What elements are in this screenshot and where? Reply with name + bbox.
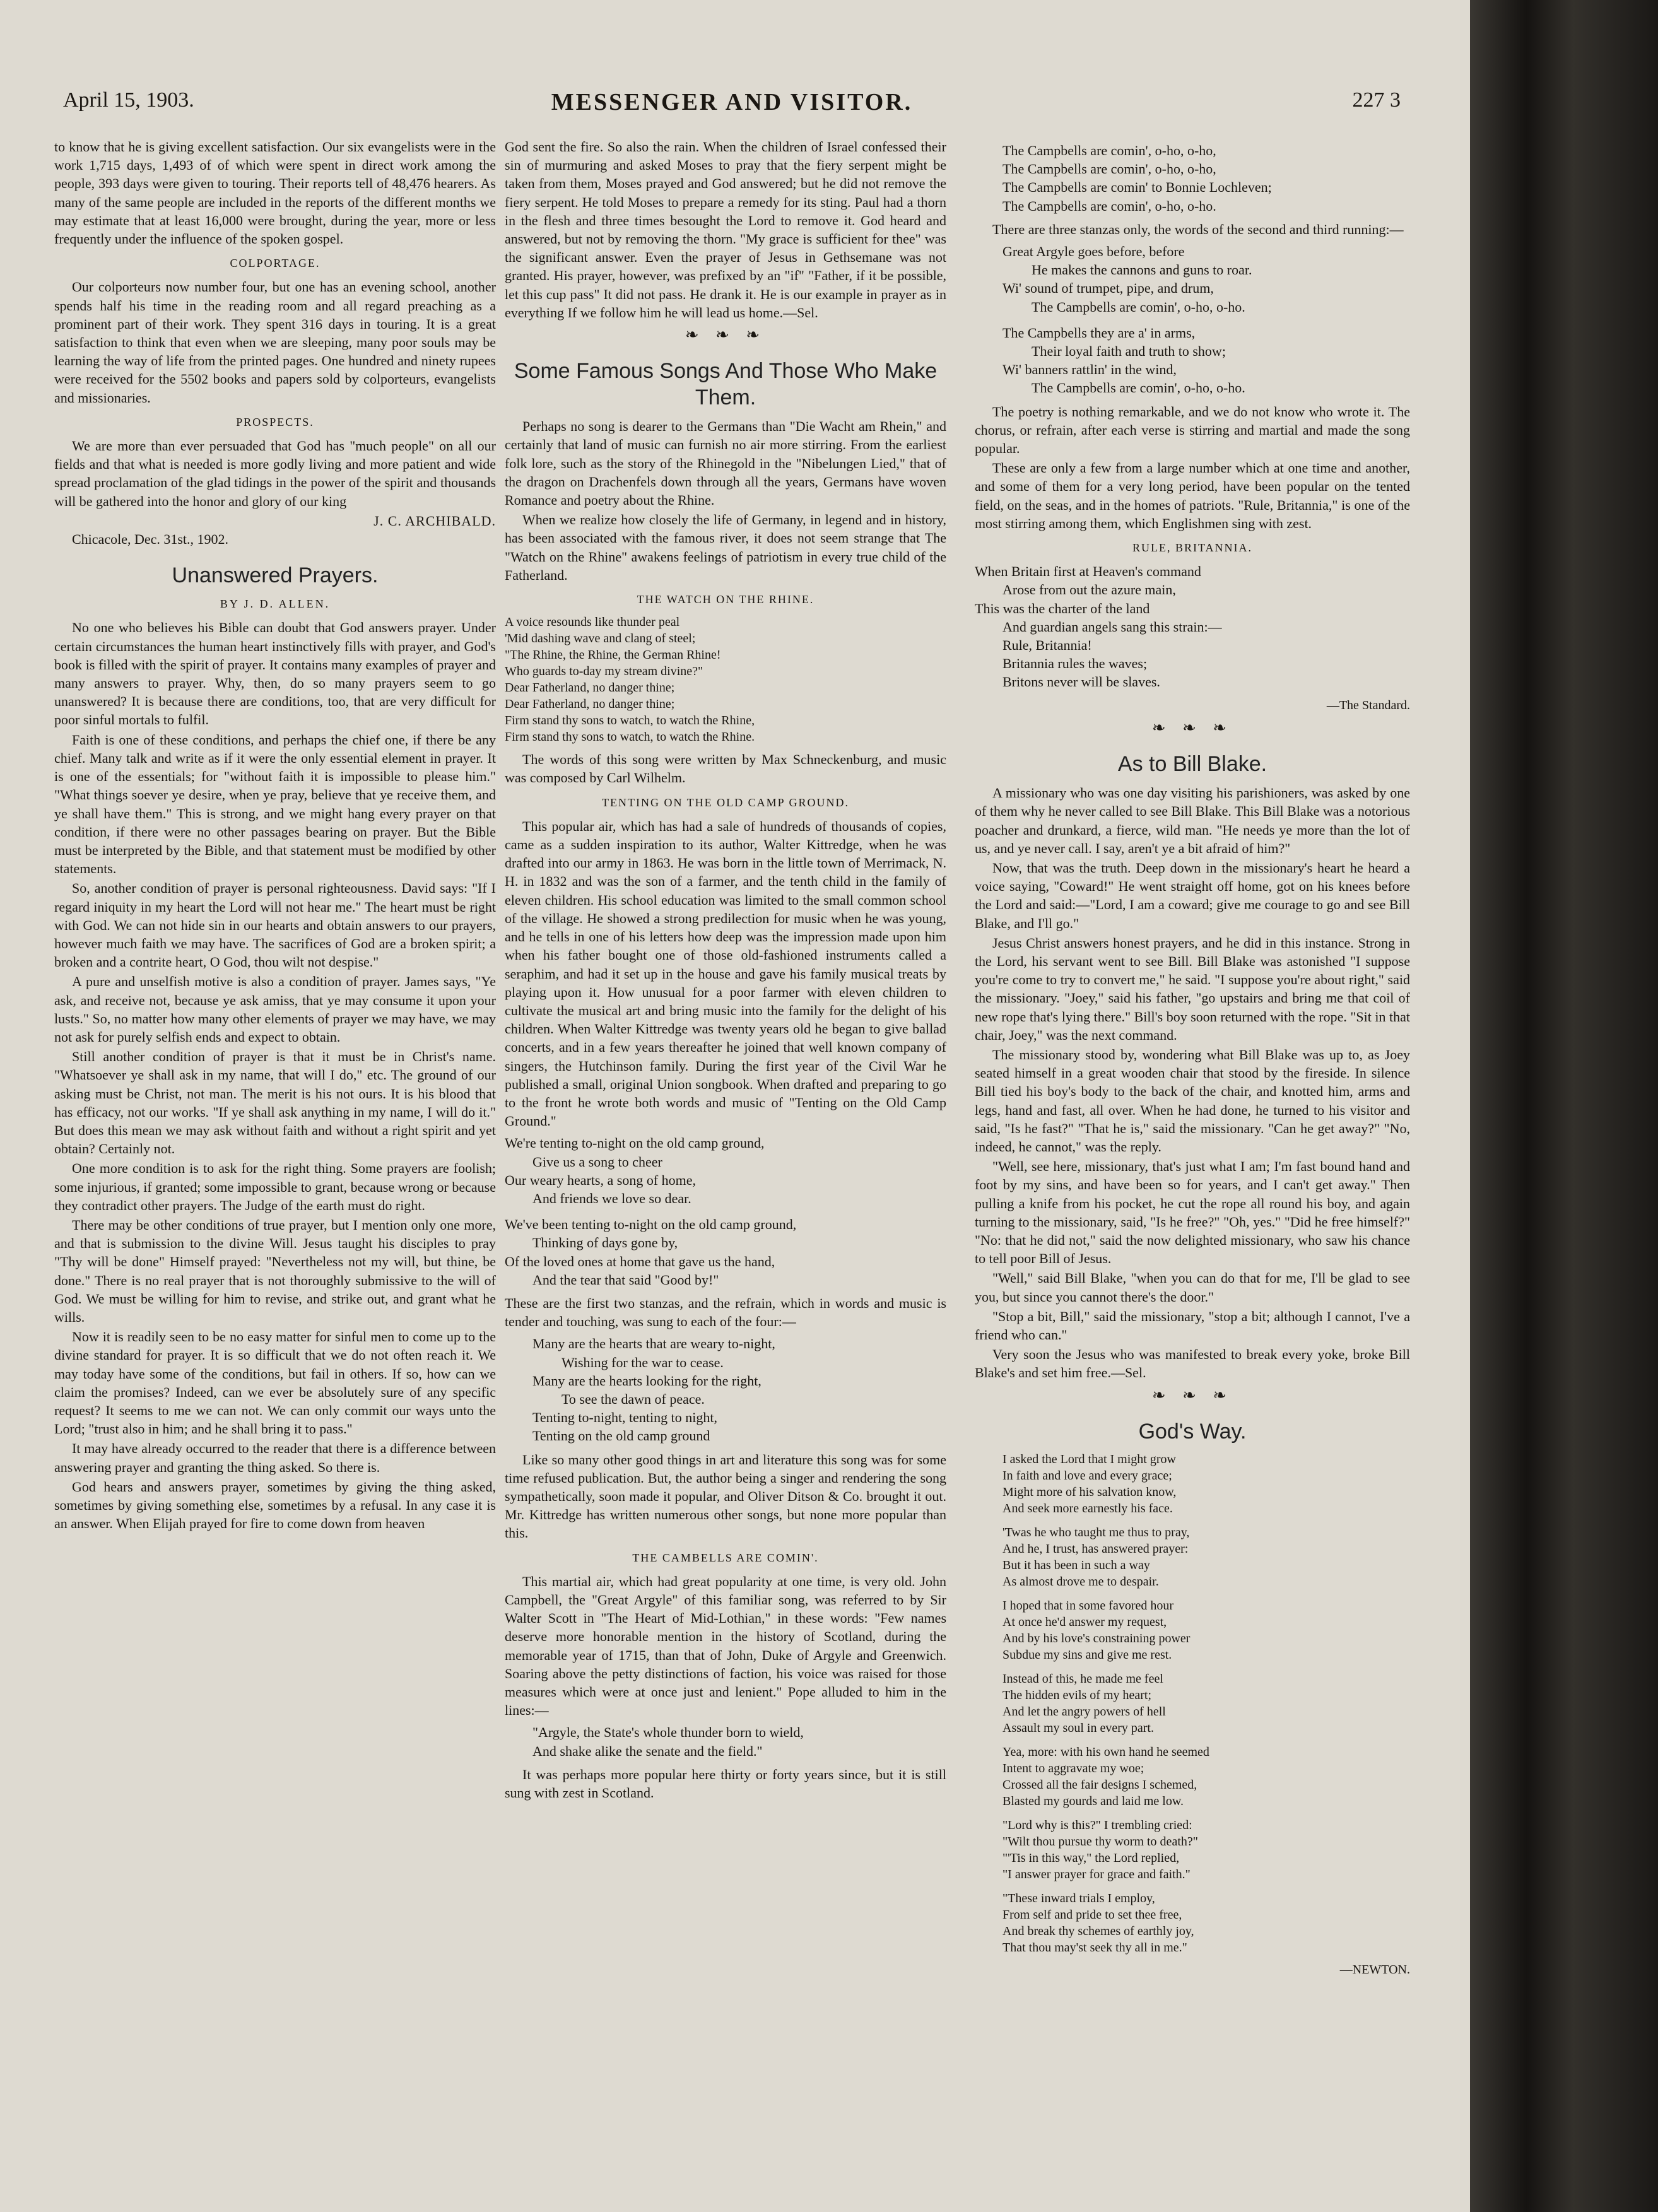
poem-line: The Campbells are comin', o-ho, o-ho.: [1032, 298, 1245, 315]
poem-line: The hidden evils of my heart;: [1002, 1688, 1152, 1702]
poem-line: The Campbells are comin', o-ho, o-ho.: [1002, 197, 1216, 214]
poem-line: From self and pride to set thee free,: [1002, 1907, 1182, 1922]
paragraph: There are three stanzas only, the words of the second and third running:—: [992, 221, 1404, 237]
poem-line: This was the charter of the land: [975, 600, 1150, 616]
poem-line: The Campbells are comin' to Bonnie Lochleven;: [1002, 179, 1272, 196]
paragraph: The poetry is nothing remarkable, and we do not know who wrote it. The chorus, or refrain, after each verse is stirring and martial and made the song popular.: [975, 403, 1410, 457]
poem-line: Intent to aggravate my woe;: [1002, 1761, 1144, 1775]
poem-line: "The Rhine, the Rhine, the German Rhine!: [505, 648, 721, 662]
poem-line: As almost drove me to despair.: [1002, 1574, 1159, 1589]
poem-line: To see the dawn of peace.: [561, 1391, 705, 1407]
poem-line: Thinking of days gone by,: [532, 1235, 678, 1251]
paragraph: The words of this song were written by Max Schneckenburg, and music was composed by Carl Wilhelm.: [505, 751, 946, 786]
poem-line: That thou may'st seek thy all in me.": [1002, 1940, 1187, 1955]
poem-line: The Campbells they are a' in arms,: [1002, 324, 1196, 341]
paragraph: No one who believes his Bible can doubt that God answers prayer. Under certain circumstances the human heart instinctively fills with prayer, and God's book is filled with the spirit of prayer. It contains many examples of prayer and many answers to prayer. Why, then, do so many prayers seem to go unanswered? It is because there are conditions, too, that are very difficult for poor sinful mortals to fulfil.: [54, 620, 496, 728]
poem-line: Dear Fatherland, no danger thine;: [505, 697, 675, 712]
poem-line: At once he'd answer my request,: [1002, 1615, 1167, 1629]
poem-line: The Campbells are comin', o-ho, o-ho.: [1032, 380, 1245, 396]
poem-line: Firm stand thy sons to watch, to watch the Rhine.: [505, 730, 755, 744]
poem-line: Britons never will be slaves.: [1002, 674, 1160, 690]
poem-line: "Wilt thou pursue thy worm to death?": [1002, 1834, 1198, 1849]
ornament-icon: ❧ ❧ ❧: [685, 326, 767, 344]
poem-campbells-stanzas: [975, 242, 1410, 397]
poem-line: A voice resounds like thunder peal: [505, 615, 680, 630]
poem-line: Assault my soul in every part.: [1002, 1721, 1154, 1735]
poem-line: And let the angry powers of hell: [1002, 1704, 1166, 1719]
paragraph: Very soon the Jesus who was manifested to break every yoke, broke Bill Blake's and set him free.—Sel.: [975, 1346, 1410, 1381]
paragraph: God hears and answers prayer, sometimes by giving the thing asked, sometimes by giving something else, sometimes by a refusal. In any case it is an answer. When Elijah prayed for fire to come down from heaven: [54, 1478, 496, 1532]
poem-line: Of the loved ones at home that gave us the hand,: [505, 1253, 775, 1269]
article-title-famous-songs: Some Famous Songs And Those Who Make Them.: [514, 359, 938, 410]
poem-line: 'Twas he who taught me thus to pray,: [1002, 1525, 1190, 1539]
column-1: [54, 138, 496, 1534]
attribution: —The Standard.: [1326, 698, 1410, 712]
paragraph: God sent the fire. So also the rain. When the children of Israel confessed their sin of murmuring and asked Moses to pray that the fiery serpent might be taken from them, Moses prayed and God answered; but he did not remove the fiery serpent. He told Moses to prepare a remedy for its sting. Paul had a thorn in the flesh and three times besought the Lord to remove it. God heard and answered, but not by removing the thorn. "My grace is sufficient for thee" was the significant answer. Even the prayer of Jesus in Gethsemane was not granted. His prayer, however, was prefixed by an "if" "Father, if it be possible, let this cup pass" It did not pass. He drank it. He is our example in prayer as in everything If we follow him he will lead us home.—Sel.: [505, 139, 946, 321]
poem-line: We're tenting to-night on the old camp ground,: [505, 1135, 765, 1151]
poem-line: Give us a song to cheer: [532, 1153, 662, 1170]
section-heading-tenting: TENTING ON THE OLD CAMP GROUND.: [602, 796, 849, 809]
poem-line: And he, I trust, has answered prayer:: [1002, 1541, 1189, 1556]
section-heading-prospects: PROSPECTS.: [236, 415, 314, 428]
poem-line: Britannia rules the waves;: [1002, 656, 1148, 672]
poem-campbells-chorus: [975, 141, 1410, 215]
paragraph: So, another condition of prayer is personal righteousness. David says: "If I regard iniquity in my heart the Lord will not hear me." The heart must be right with God. We can not hide sin in our hearts and obtain answers to our prayers, however much faith we may have. The sacrifices of God are a broken spirit; a broken and a contrite heart, O God, thou wilt not despise.": [54, 880, 496, 970]
poem-line: Firm stand thy sons to watch, to watch the Rhine,: [505, 714, 755, 728]
paragraph: It may have already occurred to the reader that there is a difference between answering prayer and granting the thing asked. So there is.: [54, 1440, 496, 1475]
poem-line: And break thy schemes of earthly joy,: [1002, 1924, 1194, 1938]
poem-line: Crossed all the fair designs I schemed,: [1002, 1777, 1197, 1792]
poem-line: Yea, more: with his own hand he seemed: [1002, 1744, 1209, 1759]
attribution: —NEWTON.: [1339, 1962, 1410, 1977]
paragraph: "Well," said Bill Blake, "when you can do that for me, I'll be glad to see you, but since you cannot there's the door.": [975, 1270, 1410, 1305]
masthead: MESSENGER AND VISITOR.: [551, 89, 913, 115]
poem-line: Many are the hearts that are weary to-night,: [532, 1336, 775, 1352]
poem-line: He makes the cannons and guns to roar.: [1032, 262, 1252, 278]
paragraph: "Well, see here, missionary, that's just what I am; I'm fast bound hand and foot by my sins, and have been so for years, and I can't get away." Then pulling a knife from his pocket, he cut the rope all round his boy, and again turning to the missionary, said, "Is he free?" "Oh, yes." "Did he free himself?" "No: that he did not," said the now delighted missionary, who saw his chance to tell poor Bill of Jesus.: [975, 1158, 1410, 1267]
page-number: 227 3: [1352, 88, 1401, 112]
poem-line: In faith and love and every grace;: [1002, 1468, 1172, 1483]
paragraph: "Stop a bit, Bill," said the missionary, "stop a bit; although I cannot, I've a friend who can.": [975, 1308, 1410, 1343]
byline: BY J. D. ALLEN.: [220, 597, 331, 611]
poem-line: "'Tis in this way," the Lord replied,: [1002, 1850, 1180, 1865]
poem-line: Blasted my gourds and laid me low.: [1002, 1794, 1184, 1808]
poem-line: "Lord why is this?" I trembling cried:: [1002, 1818, 1192, 1832]
poem-line: I hoped that in some favored hour: [1002, 1598, 1174, 1613]
poem-rule-britannia: [975, 562, 1410, 691]
paragraph: We are more than ever persuaded that God has "much people" on all our fields and that what is needed is more godly living and more patient and wide spread proclamation of the glad tidings in the power of the spirit and thousands will be gathered into the honor and glory of our king: [54, 438, 496, 509]
paragraph: Still another condition of prayer is that it must be in Christ's name. "Whatsoever ye shall ask in my name, that will I do," etc. The ground of our asking must be Christ, not man. The merit is his not ours. It is his blood that has efficacy, not our works. "If ye shall ask anything in my name, I will do it." But does this mean we may ask without faith and without a right spirit and yet obtain? Certainly not.: [54, 1049, 496, 1157]
poem-line: Wishing for the war to cease.: [561, 1354, 724, 1370]
poem-line: Who guards to-day my stream divine?": [505, 664, 703, 679]
poem-line: Wi' sound of trumpet, pipe, and drum,: [1002, 280, 1214, 297]
section-heading-colportage: COLPORTAGE.: [230, 257, 320, 270]
poem-tenting-refrain: [505, 1334, 946, 1445]
column-2: [505, 138, 946, 1803]
poem-line: When Britain first at Heaven's command: [975, 563, 1201, 580]
page-header: [63, 88, 1401, 126]
issue-date: April 15, 1903.: [63, 88, 194, 112]
paragraph: This popular air, which has had a sale of hundreds of thousands of copies, came as a sudden inspiration to its author, Walter Kittredge, when he was drafted into our army in 1863. He was born in the little town of Merrimack, N. H. in 1832 and was the son of a farmer, and the tenth child in the family of eleven children. His school education was limited to the small common school of the village. He showed a strong predilection for music when he was young, and he tells in one of his letters how deep was the impression made upon him when his father bought one of those old-fashioned instruments called a seraphim, and had it set up in the house and gave his family musical treats by playing upon it. How unusual for a poor farmer with eleven children to cultivate the musical art and bring music into the family for the delight of his children. When Walter Kittredge was twenty years old he began to give ballad concerts, and in a few years thereafter he joined that well known company of singers, the Hutchinson family. During the first year of the Civil War he published a small, original Union songbook. When drafted and preparing to go to the front he wrote both words and music of "Tenting on the Old Camp Ground.": [505, 818, 946, 1129]
poem-line: "I answer prayer for grace and faith.": [1002, 1867, 1191, 1881]
poem-line: "Argyle, the State's whole thunder born to wield,: [532, 1724, 804, 1741]
paragraph: It was perhaps more popular here thirty or forty years since, but it is still sung with zest in Scotland.: [505, 1766, 946, 1801]
paragraph: Now it is readily seen to be no easy matter for sinful men to come up to the divine standard for prayer. It is so difficult that we do not often reach it. We may today have some of the conditions, but fail in others. If so, how can we claim the promises? Indeed, can we ever be absolutely sure of any specific request? It seems to me we can not. We can only commit our ways unto the Lord; "trust also in him; and he shall bring it to pass.": [54, 1329, 496, 1437]
section-heading-rule-britannia: RULE, BRITANNIA.: [1132, 541, 1253, 555]
poem-line: Great Argyle goes before, before: [1002, 244, 1185, 260]
section-heading-cambells: THE CAMBELLS ARE COMIN'.: [632, 1551, 819, 1564]
paragraph: A pure and unselfish motive is also a condition of prayer. James says, "Ye ask, and receive not, because ye ask amiss, that ye may consume it upon your lusts." So, no matter how many other elements of prayer we may have, we may not ask for purely selfish ends and expect to obtain.: [54, 974, 496, 1045]
poem-line: Might more of his salvation know,: [1002, 1485, 1177, 1499]
poem-line: The Campbells are comin', o-ho, o-ho,: [1002, 143, 1216, 158]
ornament-icon: ❧ ❧ ❧: [1151, 718, 1233, 737]
article-title-unanswered-prayers: Unanswered Prayers.: [172, 563, 379, 588]
poem-line: Arose from out the azure main,: [1002, 582, 1176, 598]
poem-line: The Campbells are comin', o-ho, o-ho,: [1002, 161, 1216, 177]
article-title-gods-way: God's Way.: [1138, 1419, 1247, 1444]
column-3: [975, 138, 1410, 1979]
poem-line: Wi' banners rattlin' in the wind,: [1002, 362, 1177, 378]
article-title-bill-blake: As to Bill Blake.: [1117, 752, 1267, 777]
paragraph: A missionary who was one day visiting his parishioners, was asked by one of them why he never called to see Bill Blake. This Bill Blake was a notorious poacher and drunkard, a fierce, wild man. "He needs ye more than the lot of us, and ye never call. I say, aren't ye a bit afraid of him?": [975, 785, 1411, 856]
poem-line: Tenting on the old camp ground: [532, 1428, 710, 1444]
poem-line: Dear Fatherland, no danger thine;: [505, 681, 675, 695]
paragraph: to know that he is giving excellent satisfaction. Our six evangelists were in the work 1,715 days, 1,493 of of which were spent in direct work among the people, 393 days were given to touring. Their reports tell of 48,476 hearers. As many of the same people are included in the reports of the different months we may estimate that at least 16,000 were brought, during the year, more or less frequently under the influence of the spoken gospel.: [54, 139, 496, 247]
signature: J. C. ARCHIBALD.: [373, 512, 496, 529]
poem-gods-way: [975, 1451, 1410, 1956]
book-binding-gutter: [1470, 0, 1658, 2212]
poem-line: Rule, Britannia!: [1002, 637, 1092, 654]
paragraph: This martial air, which had great popularity at one time, is very old. John Campbell, the "Great Argyle" of this familiar song, was referred to by Sir Walter Scott in "The Heart of Mid-Lothian," in these words: "Few names deserve more honorable mention in the history of Scotland, during the memorable year of 1715, than that of John, Duke of Argyle and Greenwich. Soaring above the petty distinctions of faction, his voice was raised for those measures which were at once just and lenient." Pope alluded to him in the lines:—: [505, 1573, 946, 1719]
poem-pope-lines: [505, 1723, 946, 1760]
ornament-icon: ❧ ❧ ❧: [1151, 1385, 1233, 1404]
poem-line: And seek more earnestly his face.: [1002, 1501, 1173, 1515]
section-heading-watch-on-the-rhine: THE WATCH ON THE RHINE.: [637, 593, 814, 606]
paragraph: Perhaps no song is dearer to the Germans than "Die Wacht am Rhein," and certainly that land of music can furnish no air more stirring. From the earliest folk lore, such as the story of the Rhinegold in the "Nibelungen Lied," that of the dragon on Drachenfels down through all the years, Germans have woven Romance and poetry about the Rhine.: [505, 418, 946, 509]
paragraph: When we realize how closely the life of Germany, in legend and in history, has been associated with the famous river, it does not seem strange that The "Watch on the Rhine" awakens feelings of patriotism in every true child of the Fatherland.: [505, 512, 946, 583]
paragraph: Jesus Christ answers honest prayers, and he did in this instance. Strong in the Lord, his servant went to see Bill. Bill Blake was astonished "I suppose you're come to try to convert me," he said. "I suppose you're about right," said the missionary. "Joey," said his father, "go upstairs and bring me that coil of new rope that's lying there." Bill's boy soon returned with the rope. "Sit in that chair, Joey," was the next command.: [975, 934, 1410, 1043]
paragraph: The missionary stood by, wondering what Bill Blake was up to, as Joey seated himself in a great wooden chair that stood by the fireside. In silence Bill tied his boy's body to the back of the chair, and knotted him, arms and legs, hand and fast, all over. When he had done, he turned to his visitor and said, "Is he fast?" "That he is," said the missionary. "Can he get away?" "No, indeed, he cannot," was the reply.: [975, 1046, 1410, 1155]
paragraph: These are the first two stanzas, and the refrain, which in words and music is tender and touching, was sung to each of the four:—: [505, 1295, 946, 1330]
paragraph: Now, that was the truth. Deep down in the missionary's heart he heard a voice saying, "Coward!" He went straight off home, got on his knees before the Lord and said:—"Lord, I am a coward; give me courage to go and see Bill Blake, and I'll go.": [975, 859, 1410, 931]
paragraph: One more condition is to ask for the right thing. Some prayers are foolish; some injurious, if granted; some impossible to grant, because wrong or because they contradict other prayers. The Judge of the earth must do right.: [54, 1160, 496, 1213]
poem-line: And friends we love so dear.: [532, 1190, 691, 1206]
poem-tenting-stanza-1: [505, 1134, 946, 1289]
paragraph: Like so many other good things in art and literature this song was for some time refused publication. But, the author being a singer and rendering the song sympathetically, soon made it popular, and Oliver Ditson & Co. brought it out. Mr. Kittredge has written numerous other songs, but none more popular than this.: [505, 1451, 946, 1541]
paragraph: Our colporteurs now number four, but one has an evening school, another spends half his time in the reading room and all regard preaching as a prominent part of their work. They spent 316 days in touring. It is a great satisfaction to think that even when we are sleeping, many poor souls may be learning the way of life from the printed pages. One hundred and ninety rupees were received for the 5502 books and papers sold by colporteurs, evangelists and missionaries.: [54, 279, 496, 406]
poem-line: I asked the Lord that I might grow: [1002, 1452, 1176, 1466]
paragraph: There may be other conditions of true prayer, but I mention only one more, and that is submission to the divine Will. Jesus taught his disciples to pray "Thy will be done" Himself prayed: "Nevertheless not my will, but thine, be done." There is no real prayer that is not thoroughly submissive to the will of God. We must be willing for him to revise, and strike out, and grant what he wills.: [54, 1216, 496, 1325]
poem-line: Tenting to-night, tenting to night,: [532, 1409, 717, 1426]
poem-line: "These inward trials I employ,: [1002, 1891, 1155, 1905]
poem-line: We've been tenting to-night on the old camp ground,: [505, 1216, 797, 1233]
poem-line: Instead of this, he made me feel: [1002, 1671, 1163, 1686]
poem-line: And guardian angels sang this strain:—: [1002, 618, 1222, 635]
poem-line: And the tear that said "Good by!": [532, 1271, 719, 1288]
paragraph: These are only a few from a large number which at one time and another, and some of them for a very long period, have been popular on the tented field, on the seas, and in the homes of patriots. "Rule, Britannia," is one of the most stirring among them, which Englishmen sing with zest.: [975, 460, 1410, 531]
paragraph: Faith is one of these conditions, and perhaps the chief one, if there be any chief. Many talk and write as if it were the only essential element in prayer. It is one of the essentials; for "without faith it is impossible to please him." "What things soever ye desire, when ye pray, believe that ye receive them, and ye shall have them." This is strong, and we might hang every prayer on that condition, if there were no other passages bearing on prayer. But the Bible must be interpreted by the Bible, and that statement must be modified by other statements.: [54, 731, 496, 877]
poem-line: 'Mid dashing wave and clang of steel;: [505, 632, 696, 646]
dateline: Chicacole, Dec. 31st., 1902.: [72, 531, 229, 548]
poem-line: Their loyal faith and truth to show;: [1032, 343, 1226, 360]
poem-line: Subdue my sins and give me rest.: [1002, 1647, 1172, 1662]
poem-line: And by his love's constraining power: [1002, 1631, 1191, 1645]
poem-line: Many are the hearts looking for the right,: [532, 1372, 761, 1389]
poem-watch-on-the-rhine: [505, 614, 946, 745]
poem-line: Our weary hearts, a song of home,: [505, 1172, 697, 1188]
poem-line: And shake alike the senate and the field.": [532, 1743, 763, 1759]
poem-line: But it has been in such a way: [1002, 1558, 1150, 1572]
